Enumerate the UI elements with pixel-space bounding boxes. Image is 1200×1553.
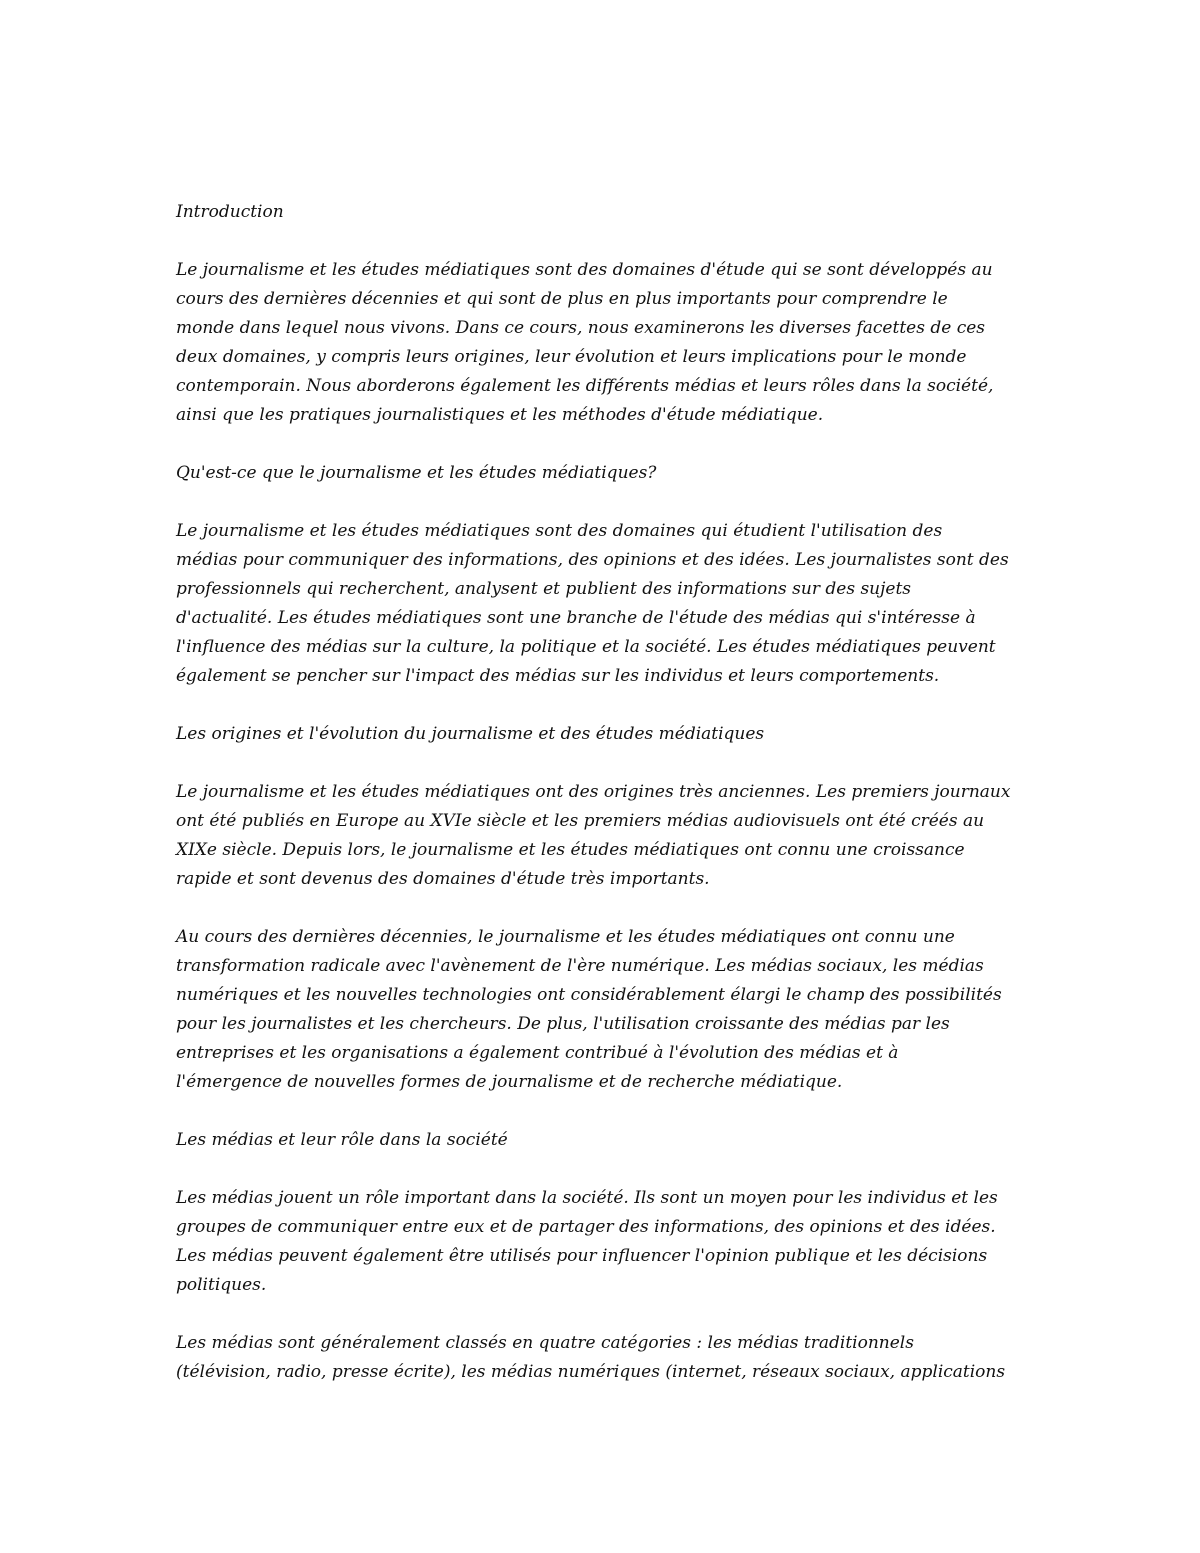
text-line: l'émergence de nouvelles formes de journalisme et de recherche médiatique. — [176, 1072, 843, 1092]
text-line: deux domaines, y compris leurs origines, leur évolution et leurs implications pour le monde — [176, 347, 967, 367]
text-line: Les médias et leur rôle dans la société — [176, 1130, 508, 1150]
text-line: groupes de communiquer entre eux et de partager des informations, des opinions et des idées. — [176, 1217, 996, 1237]
text-line: XIXe siècle. Depuis lors, le journalisme et les études médiatiques ont connu une croissance — [176, 840, 965, 860]
text-line: Les médias jouent un rôle important dans la société. Ils sont un moyen pour les individus et les — [176, 1188, 998, 1208]
body-paragraph — [176, 256, 1036, 430]
body-paragraph — [176, 923, 1036, 1097]
section-heading — [176, 720, 1036, 749]
section-heading — [176, 198, 1036, 227]
text-line: (télévision, radio, presse écrite), les médias numériques (internet, réseaux sociaux, applications — [176, 1362, 1006, 1382]
text-line: Le journalisme et les études médiatiques sont des domaines qui étudient l'utilisation des — [176, 521, 943, 541]
section-heading — [176, 459, 1036, 488]
text-line: Au cours des dernières décennies, le journalisme et les études médiatiques ont connu une — [176, 927, 955, 947]
text-line: pour les journalistes et les chercheurs. De plus, l'utilisation croissante des médias par les — [176, 1014, 950, 1034]
text-line: contemporain. Nous aborderons également les différents médias et leurs rôles dans la société, — [176, 376, 994, 396]
text-line: ont été publiés en Europe au XVIe siècle et les premiers médias audiovisuels ont été créés au — [176, 811, 985, 831]
document-body — [176, 198, 1036, 1416]
body-paragraph — [176, 517, 1036, 691]
text-line: professionnels qui recherchent, analysent et publient des informations sur des sujets — [176, 579, 912, 599]
body-paragraph — [176, 1184, 1036, 1300]
text-line: ainsi que les pratiques journalistiques et les méthodes d'étude médiatique. — [176, 405, 824, 425]
text-line: politiques. — [176, 1275, 267, 1295]
text-line: transformation radicale avec l'avènement de l'ère numérique. Les médias sociaux, les médias — [176, 956, 984, 976]
text-line: rapide et sont devenus des domaines d'étude très importants. — [176, 869, 710, 889]
text-line: également se pencher sur l'impact des médias sur les individus et leurs comportements. — [176, 666, 940, 686]
text-line: Les médias peuvent également être utilisés pour influencer l'opinion publique et les décisions — [176, 1246, 988, 1266]
text-line: d'actualité. Les études médiatiques sont une branche de l'étude des médias qui s'intéresse à — [176, 608, 976, 628]
text-line: l'influence des médias sur la culture, la politique et la société. Les études médiatiques peuvent — [176, 637, 996, 657]
body-paragraph — [176, 778, 1036, 894]
section-heading — [176, 1126, 1036, 1155]
text-line: Qu'est-ce que le journalisme et les études médiatiques? — [176, 463, 657, 483]
text-line: Le journalisme et les études médiatiques sont des domaines d'étude qui se sont développés au — [176, 260, 993, 280]
body-paragraph — [176, 1329, 1036, 1387]
text-line: Le journalisme et les études médiatiques ont des origines très anciennes. Les premiers journaux — [176, 782, 1011, 802]
text-line: numériques et les nouvelles technologies ont considérablement élargi le champ des possibilités — [176, 985, 1002, 1005]
text-line: entreprises et les organisations a également contribué à l'évolution des médias et à — [176, 1043, 899, 1063]
text-line: cours des dernières décennies et qui sont de plus en plus importants pour comprendre le — [176, 289, 948, 309]
text-line: monde dans lequel nous vivons. Dans ce cours, nous examinerons les diverses facettes de ces — [176, 318, 985, 338]
text-line: Les origines et l'évolution du journalisme et des études médiatiques — [176, 724, 765, 744]
text-line: Introduction — [176, 202, 284, 222]
text-line: médias pour communiquer des informations, des opinions et des idées. Les journalistes sont des — [176, 550, 1009, 570]
text-line: Les médias sont généralement classés en quatre catégories : les médias traditionnels — [176, 1333, 914, 1353]
